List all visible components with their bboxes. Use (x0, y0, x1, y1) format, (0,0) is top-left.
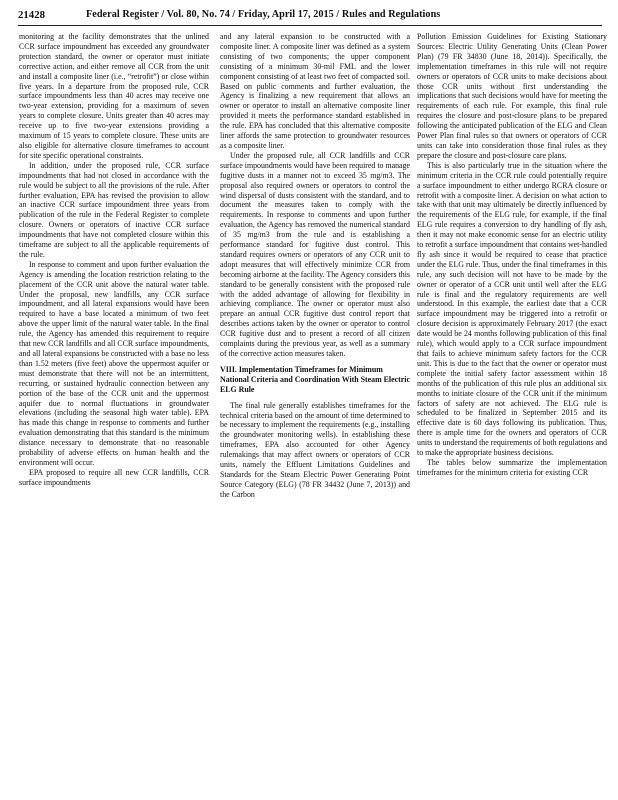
header-rule (18, 25, 602, 26)
paragraph: This is also particularly true in the situation where the minimum criteria in the CCR rule could potentially require a surface impoundment to either undergo RCRA closure or retrofit with a composite liner. A decision on what action to take with that unit may ultimately be directly influenced by the requirements of the ELG rule, for example, if the final ELG rule requires a conversion to dry handling of fly ash, then it may not make economic sense for an electric utility to retrofit a surface impoundment that contains wet-handled fly ash since it would be required to cease that practice under the ELG rule. Thus, under the final timeframes in this rule, any such decision will not have to be made by the owner or operator of a CCR unit until well after the ELG rule is final and the regulatory requirements are well understood. In this example, the earliest date that a CCR surface impoundment may be triggered into a retrofit or closure decision is approximately February 2017 (the exact date would be 24 months following publication of this final rule), which would apply to a CCR surface impoundment that fails to achieve minimum safety factors for the CCR unit. This is due to the fact that the owner or operator must complete the initial safety factor assessment within 18 months of the publication of this rule plus an additional six months to initiate closure of the CCR unit if the minimum factors of safety are not achieved. The ELG rule is scheduled to be finalized in September 2015 and its effective date is 60 days following its publication. Thus, there is ample time for the owners and operators of CCR units to understand the requirements of both regulations and to make the appropriate business decisions. (417, 160, 607, 458)
page-number: 21428 (18, 9, 45, 21)
paragraph: monitoring at the facility demonstrates that the unlined CCR surface impoundment has exceeded any groundwater protection standard, the owner or operator must initiate corrective action, and either remove all CCR from the unit and install a composite liner (i.e., “retrofit”) or close within five years. In a departure from the proposed rule, CCR surface impoundments less than 40 acres may receive one two-year extension, providing for a maximum of seven years to complete closure. Units greater than 40 acres may receive up to five two-year extensions providing a maximum of 15 years to complete closure. These units are also eligible for alternative closure timeframes to account for site specific operational constraints. (19, 32, 209, 160)
paragraph: The tables below summarize the implementation timeframes for the minimum criteria for existing CCR (417, 457, 607, 477)
running-title: Federal Register / Vol. 80, No. 74 / Friday, April 17, 2015 / Rules and Regulations (86, 9, 441, 20)
section-heading: VIII. Implementation Timeframes for Minimum National Criteria and Coordination With Steam Electric ELG Rule (220, 364, 410, 394)
paragraph: Under the proposed rule, all CCR landfills and CCR surface impoundments would have been required to manage fugitive dusts in a manner not to exceed 35 mg/m3. The proposal also required owners or operators to control the wind dispersal of dusts consistent with the standard, and to document the measures taken to comply with the requirements. In response to comments and upon further evaluation, the Agency has removed the numerical standard of 35 mg/m3 from the rule and is establishing a performance standard for fugitive dust control. This standard requires owners or operators of any CCR unit to adopt measures that will effectively minimize CCR from becoming airborne at the facility. The Agency considers this standard to be generally consistent with the proposed rule with the added advantage of allowing for flexibility in achieving compliance. The owner or operator must also prepare an annual CCR fugitive dust control report that describes actions taken by the owner or operator to control CCR fugitive dust and to present a record of all citizen complaints during the previous year, as well as a summary of the corrective action measures taken. (220, 150, 410, 358)
paragraph: In addition, under the proposed rule, CCR surface impoundments that had not closed in accordance with the rule would be subject to all the provisions of the rule. After further evaluation, EPA has revised the provision to allow an inactive CCR surface impoundment three years from publication of the rule in the Federal Register to complete closure. Owners or operators of inactive CCR surface impoundments that have not completed closure within this timeframe are subject to all the applicable requirements of the rule. (19, 160, 209, 259)
page-header (18, 9, 602, 23)
column-3 (417, 32, 607, 478)
paragraph: EPA proposed to require all new CCR landfills, CCR surface impoundments (19, 467, 209, 487)
paragraph: and any lateral expansion to be constructed with a composite liner. A composite liner was defined as a system consisting of two components; the upper component consisting of a minimum 30-mil FML and the lower component consisting of at least two feet of compacted soil. Based on public comments and further evaluation, the Agency is finalizing a new requirement that allows an owner or operator to install an alternative composite liner provided it meets the performance standard established in the rule. EPA has concluded that this alternative composite liner affords the same protection to groundwater resources as a composite liner. (220, 32, 410, 150)
column-2 (220, 32, 410, 500)
paragraph: Pollution Emission Guidelines for Existing Stationary Sources: Electric Utility Generating Units (Clean Power Plan) (79 FR 34830 (June 18, 2014)). Specifically, the implementation timeframes in this rule will not require owners or operators of CCR units to make decisions about those CCR units without first understanding the implications that such decisions would have for meeting the requirements of each rule. For example, this final rule requires the closure and post-closure plans to be prepared following the anticipated publication of the ELG and Clean Power Plan final rules so that owners or operators of CCR units can take into consideration those final rules as they prepare the closure and post-closure care plans. (417, 32, 607, 160)
paragraph: In response to comment and upon further evaluation the Agency is amending the location restriction relating to the placement of the CCR unit above the natural water table. Under the proposal, new landfills, any CCR surface impoundment, and all lateral expansions would have been required to have a base located a minimum of two feet above the upper limit of the natural water table. In the final rule, the Agency has amended this requirement to require that new CCR landfills and all CCR surface impoundments, and all lateral expansions be constructed with a base no less than 1.52 meters (five feet) above the uppermost aquifer or must demonstrate that there will not be an intermittent, recurring, or sustained hydraulic connection between any portion of the base of the CCR unit and the uppermost aquifer due to normal fluctuations in groundwater elevations (including the seasonal high water table). EPA has made this change in response to comments and further evaluation demonstrating that this standard is the minimum distance necessary to demonstrate that no reasonable probability of adverse effects on human health and the environment will occur. (19, 259, 209, 467)
paragraph: The final rule generally establishes timeframes for the technical criteria based on the amount of time determined to be necessary to implement the requirements (e.g., installing the groundwater monitoring wells). In establishing these timeframes, EPA also accounted for other Agency rulemakings that may affect owners or operators of CCR units, namely the Effluent Limitations Guidelines and Standards for the Steam Electric Power Generating Point Source Category (ELG) (78 FR 34432 (June 7, 2013)) and the Carbon (220, 400, 410, 499)
column-1 (19, 32, 209, 488)
